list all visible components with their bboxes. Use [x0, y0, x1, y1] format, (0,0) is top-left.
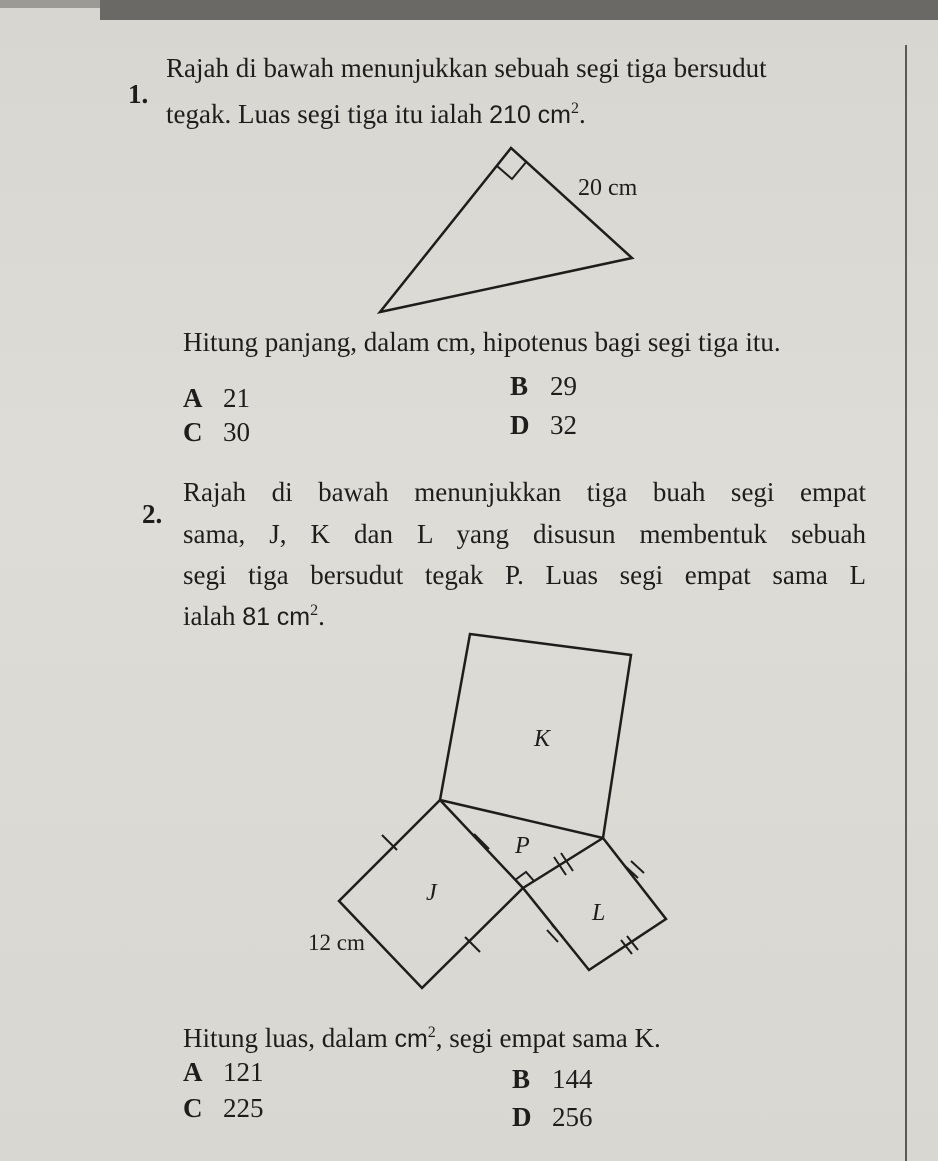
- q2-option-d-letter: D: [512, 1102, 532, 1132]
- q2-option-a-value: 121: [223, 1057, 264, 1087]
- q2-label-l: L: [592, 900, 606, 926]
- q2-label-side: 12 cm: [308, 930, 365, 955]
- q2-label-p: P: [515, 833, 530, 859]
- q2-tick-l-3a: [547, 930, 558, 942]
- q1-option-d: [510, 409, 577, 441]
- page-top-edge: [100, 0, 938, 20]
- q1-option-c-letter: C: [183, 417, 203, 447]
- q1-option-d-letter: D: [510, 410, 530, 440]
- q1-option-a-letter: A: [183, 383, 203, 413]
- q1-option-c-value: 30: [223, 417, 250, 447]
- q2-option-a-letter: A: [183, 1057, 203, 1087]
- q2-option-c: [183, 1092, 264, 1124]
- q2-option-d-value: 256: [552, 1102, 593, 1132]
- q2-tick-j-2: [474, 834, 489, 849]
- q1-question: Hitung panjang, dalam cm, hipotenus bagi segi tiga itu.: [183, 327, 781, 357]
- q2-question-unit: cm: [394, 1025, 428, 1053]
- q1-area-period: .: [578, 99, 586, 129]
- q2-line-2: sama, J, K dan L yang disusun membentuk sebuah: [183, 519, 866, 549]
- q2-option-c-letter: C: [183, 1093, 203, 1123]
- q1-area-unit: cm: [537, 101, 571, 129]
- q2-area-period: .: [318, 601, 325, 631]
- q1-option-b: [510, 370, 577, 402]
- q2-tick-j-1: [382, 835, 397, 850]
- q2-question-end: , segi empat sama K.: [435, 1023, 661, 1053]
- q2-area-value: 81: [242, 603, 271, 631]
- q2-squares-figure: [300, 620, 680, 1000]
- q2-question-sup: 2: [427, 1024, 436, 1041]
- page-margin-line: [905, 45, 907, 1161]
- q2-question-text: Hitung luas, dalam: [183, 1023, 388, 1053]
- q1-area-value: 210: [489, 101, 531, 129]
- q2-tick-l-3b: [552, 925, 563, 937]
- q2-line-1: Rajah di bawah menunjukkan tiga buah segi empat: [183, 477, 866, 507]
- q1-area-sup: 2: [570, 100, 579, 117]
- q1-option-a-value: 21: [223, 383, 250, 413]
- q2-option-b-letter: B: [512, 1064, 531, 1094]
- q2-option-c-value: 225: [223, 1093, 264, 1123]
- q2-label-j: J: [426, 880, 437, 906]
- q1-right-angle-mark: [497, 161, 527, 179]
- q1-option-b-letter: B: [510, 371, 529, 401]
- q1-option-b-value: 29: [550, 371, 577, 401]
- q1-option-a: [183, 382, 250, 414]
- q1-line-2: [166, 98, 586, 131]
- q1-option-d-value: 32: [550, 410, 577, 440]
- q2-option-d: [512, 1101, 593, 1133]
- q1-line-1: Rajah di bawah menunjukkan sebuah segi tiga bersudut: [166, 53, 767, 83]
- q1-option-c: [183, 416, 250, 448]
- q2-question: [183, 1022, 661, 1055]
- page-top-shadow: [0, 0, 100, 8]
- q2-line-4-text: ialah: [183, 601, 236, 631]
- q2-tick-l-1a: [554, 857, 566, 875]
- q2-right-angle-mark: [515, 872, 534, 881]
- q2-option-a: [183, 1056, 264, 1088]
- q2-number: 2.: [142, 499, 163, 529]
- q2-option-b-value: 144: [552, 1064, 593, 1094]
- q2-area-sup: 2: [310, 602, 319, 619]
- q2-tick-l-2b: [631, 861, 644, 873]
- q2-label-k: K: [534, 726, 551, 752]
- q1-number: 1.: [128, 79, 149, 109]
- q1-triangle-figure: [360, 140, 680, 320]
- q1-line-2-text: tegak. Luas segi tiga itu ialah: [166, 99, 483, 129]
- q2-area-unit: cm: [276, 603, 311, 631]
- q2-line-3: segi tiga bersudut tegak P. Luas segi empat sama L: [183, 560, 866, 590]
- q1-side-label: 20 cm: [578, 175, 638, 201]
- q2-option-b: [512, 1063, 593, 1095]
